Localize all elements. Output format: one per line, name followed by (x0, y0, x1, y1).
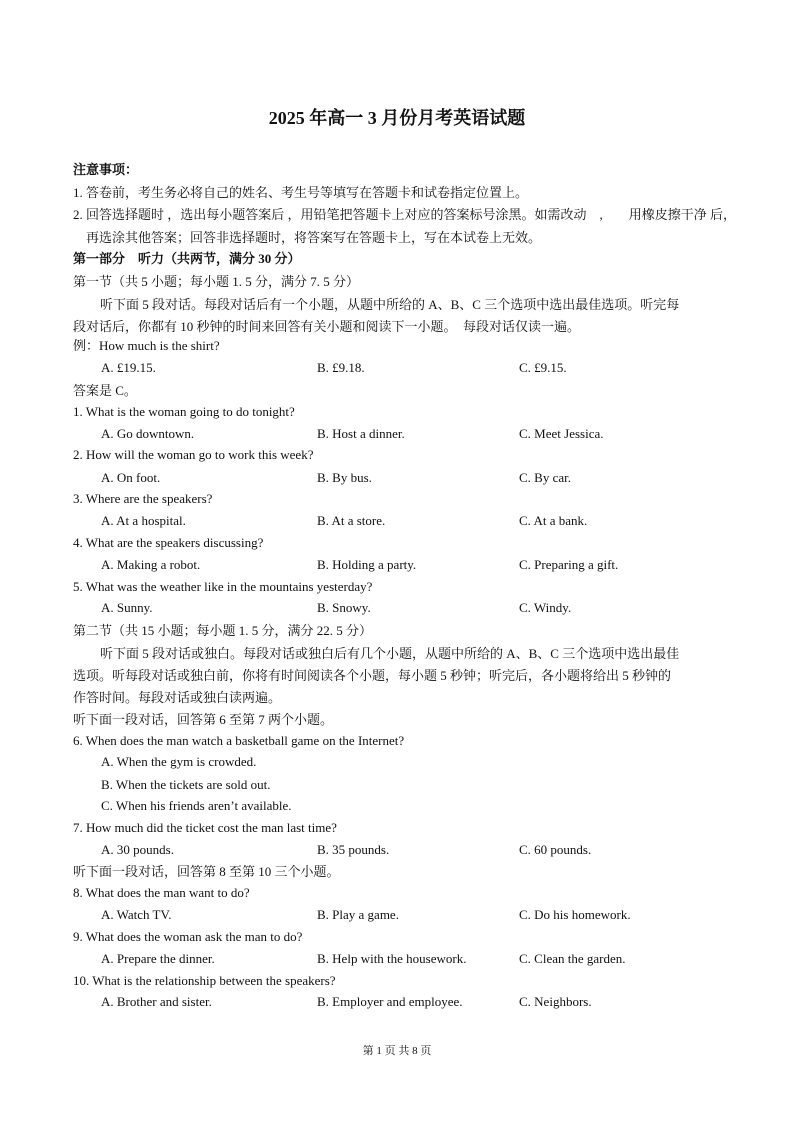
section2-instruction-line-1: 听下面 5 段对话或独白。每段对话或独白后有几个小题，从题中所给的 A、B、C 三个选项中选出最佳 (100, 646, 680, 661)
question-3-option-a: A. At a hospital. (101, 513, 186, 528)
question-8-option-b: B. Play a game. (317, 907, 399, 922)
example-answer: 答案是 C。 (73, 383, 137, 398)
section2-instruction-line-2: 选项。听每段对话或独白前，你将有时间阅读各个小题，每小题 5 秒钟；听完后，各小题将给出 5 秒钟的 (73, 668, 672, 683)
question-5-option-a: A. Sunny. (101, 600, 153, 615)
section2-heading: 第二节（共 15 小题；每小题 1. 5 分，满分 22. 5 分） (73, 623, 373, 638)
section1-heading: 第一节（共 5 小题；每小题 1. 5 分，满分 7. 5 分） (73, 274, 360, 289)
question-3-option-c: C. At a bank. (519, 513, 588, 528)
question-8-option-a: A. Watch TV. (101, 907, 172, 922)
question-5-option-c: C. Windy. (519, 600, 572, 615)
question-9-option-c: C. Clean the garden. (519, 951, 626, 966)
example-option-b: B. £9.18. (317, 360, 365, 375)
question-4-option-b: B. Holding a party. (317, 557, 417, 572)
section2-instruction-line-3: 作答时间。每段对话或独白读两遍。 (73, 690, 282, 705)
page-number: 第 1 页 共 8 页 (362, 1045, 432, 1057)
notice-item-2-line-2: 再选涂其他答案；回答非选择题时，将答案写在答题卡上，写在本试卷上无效。 (86, 230, 542, 245)
notice-heading: 注意事项： (73, 162, 139, 177)
question-1-option-c: C. Meet Jessica. (519, 426, 604, 441)
question-6-option-a: A. When the gym is crowded. (101, 754, 257, 769)
question-5-option-b: B. Snowy. (317, 600, 371, 615)
question-6-option-b: B. When the tickets are sold out. (101, 777, 271, 792)
page-title: 2025 年高一 3 月份月考英语试题 (268, 108, 526, 128)
question-7: 7. How much did the ticket cost the man last time? (73, 820, 337, 835)
question-6-option-c: C. When his friends aren’t available. (101, 798, 292, 813)
question-8: 8. What does the man want to do? (73, 885, 250, 900)
question-2-option-a: A. On foot. (101, 470, 161, 485)
question-7-option-c: C. 60 pounds. (519, 842, 592, 857)
question-6: 6. When does the man watch a basketball game on the Internet? (73, 733, 405, 748)
group-2-instruction: 听下面一段对话，回答第 8 至第 10 三个小题。 (73, 864, 340, 879)
question-7-option-b: B. 35 pounds. (317, 842, 390, 857)
question-7-option-a: A. 30 pounds. (101, 842, 174, 857)
group-1-instruction: 听下面一段对话，回答第 6 至第 7 两个小题。 (73, 712, 334, 727)
question-1-option-b: B. Host a dinner. (317, 426, 405, 441)
question-5: 5. What was the weather like in the mountains yesterday? (73, 579, 373, 594)
question-10-option-b: B. Employer and employee. (317, 994, 463, 1009)
question-8-option-c: C. Do his homework. (519, 907, 631, 922)
notice-item-2-line-1: 2. 回答选择题时 ，选出每小题答案后 ，用铅笔把答题卡上对应的答案标号涂黑。如需改动 , 用橡皮擦干净 后， (73, 207, 737, 222)
notice-item-1: 1. 答卷前，考生务必将自己的姓名、考生号等填写在答题卡和试卷指定位置上。 (73, 185, 529, 200)
question-4-option-c: C. Preparing a gift. (519, 557, 619, 572)
question-10-option-a: A. Brother and sister. (101, 994, 212, 1009)
question-2-option-c: C. By car. (519, 470, 571, 485)
section1-instruction-line-1: 听下面 5 段对话。每段对话后有一个小题，从题中所给的 A、B、C 三个选项中选出最佳选项。听完每 (100, 297, 680, 312)
example-option-c: C. £9.15. (519, 360, 567, 375)
question-4: 4. What are the speakers discussing? (73, 535, 264, 550)
question-2: 2. How will the woman go to work this week? (73, 447, 314, 462)
question-9-option-b: B. Help with the housework. (317, 951, 467, 966)
question-9: 9. What does the woman ask the man to do? (73, 929, 303, 944)
question-10: 10. What is the relationship between the speakers? (73, 973, 336, 988)
question-2-option-b: B. By bus. (317, 470, 372, 485)
question-3: 3. Where are the speakers? (73, 491, 213, 506)
example-option-a: A. £19.15. (101, 360, 156, 375)
example-question: 例：How much is the shirt? (73, 338, 220, 353)
section1-instruction-line-2: 段对话后，你都有 10 秒钟的时间来回答有关小题和阅读下一小题。 每段对话仅读一遍。 (73, 319, 581, 334)
question-1-option-a: A. Go downtown. (101, 426, 195, 441)
question-3-option-b: B. At a store. (317, 513, 386, 528)
question-10-option-c: C. Neighbors. (519, 994, 592, 1009)
question-9-option-a: A. Prepare the dinner. (101, 951, 215, 966)
question-4-option-a: A. Making a robot. (101, 557, 201, 572)
question-1: 1. What is the woman going to do tonight? (73, 404, 295, 419)
part1-heading: 第一部分 听力（共两节，满分 30 分） (73, 251, 301, 266)
